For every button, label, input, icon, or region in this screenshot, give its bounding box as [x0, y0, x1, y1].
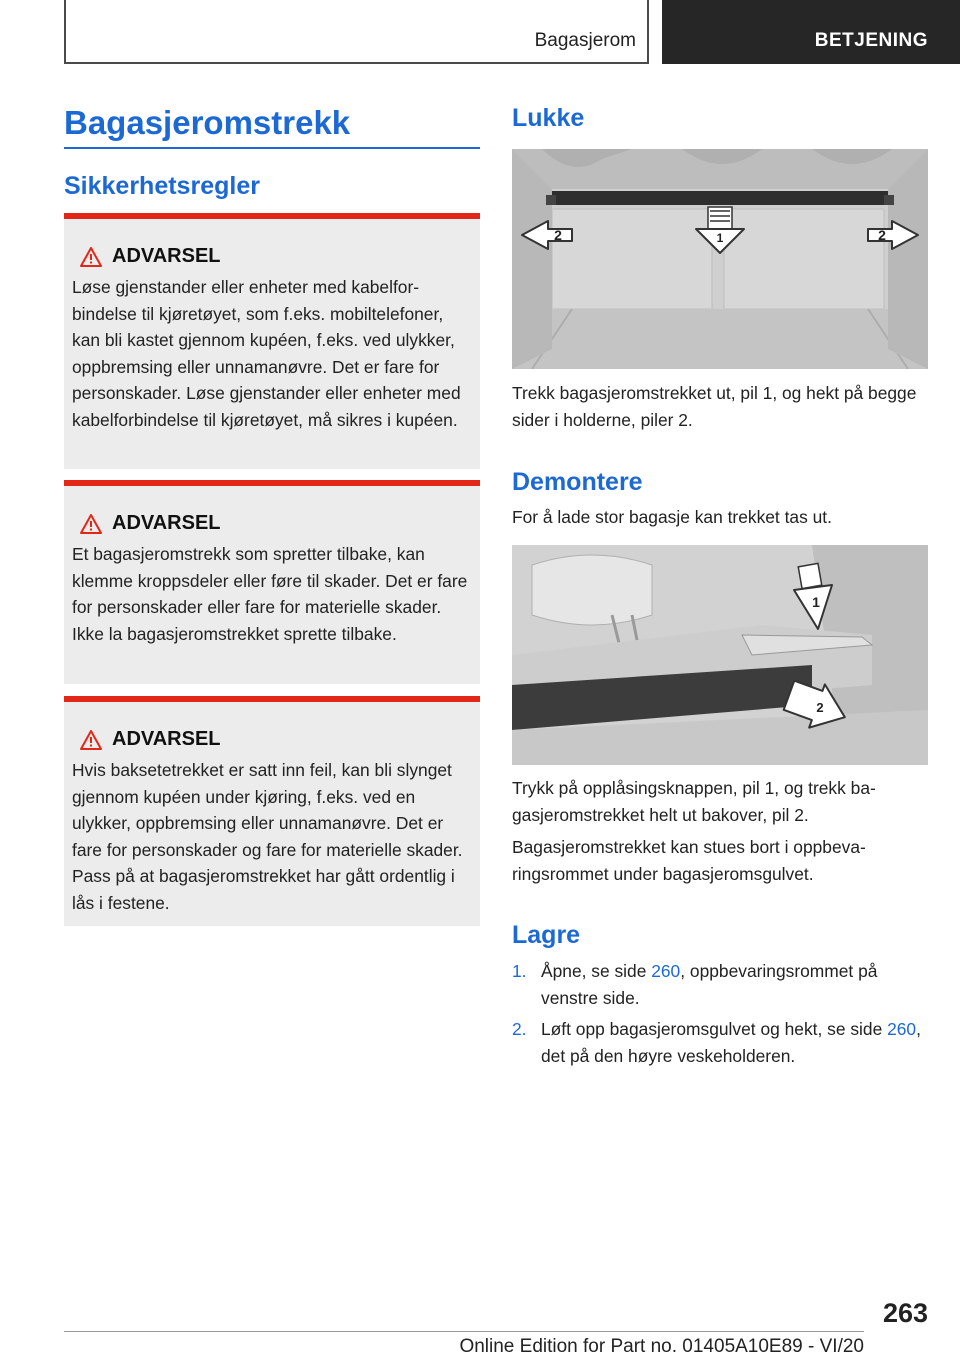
- header-chapter-label: BETJENING: [814, 30, 928, 51]
- title-divider: [64, 147, 480, 149]
- arrow-label-2: 2: [816, 700, 824, 715]
- safety-heading: Sikkerhetsregler: [64, 172, 260, 200]
- remove-heading: Demontere: [512, 468, 643, 496]
- step-text: Åpne, se side: [541, 961, 652, 981]
- arrow-label-2-left: 2: [554, 227, 562, 243]
- warning-label: ADVARSEL: [112, 728, 221, 750]
- close-heading: Lukke: [512, 104, 585, 132]
- step-text: , oppbevaringsrommet på venstre side.: [541, 961, 878, 1008]
- arrow-label-1: 1: [812, 594, 820, 610]
- footer-edition: Online Edition for Part no. 01405A10E89 - VI/20: [459, 1336, 864, 1357]
- close-instructions: Trekk bagasjeromstrekket ut, pil 1, og hekt på begge sider i holderne, piler 2.: [512, 383, 917, 430]
- warning-box-1: [64, 213, 480, 469]
- cargo-cover-remove-illustration: [512, 545, 928, 765]
- remove-intro: For å lade stor bagasje kan trekket tas ut.: [512, 507, 832, 527]
- step-number: 1.: [512, 961, 527, 981]
- list-item: [512, 1016, 928, 1069]
- warning-text: Løse gjenstander eller enheter med kabelforbindelse til kjøretøyet, som f.eks. mobiltelefoner, kan bli kastet gjennom kupéen, f.eks. ved ulykker, oppbremsing eller unnamanøvre. Det er fare for personskader. Løse gjenstander eller enheter med kabelforbindelse til kjøretøyet, må sikres i kupéen.: [72, 277, 461, 430]
- step-text: , det på den høyre veskeholderen.: [541, 1019, 921, 1066]
- remove-instructions: Trykk på opplåsingsknappen, pil 1, og trekk bagasjeromstrekket helt ut bakover, pil 2.: [512, 778, 876, 825]
- page-title: Bagasjeromstrekk: [64, 104, 351, 141]
- step-text: Løft opp bagasjeromsgulvet og hekt, se side: [541, 1019, 888, 1039]
- footer-divider: [64, 1331, 864, 1332]
- page-reference-link[interactable]: 260: [651, 961, 681, 981]
- remove-storage-note: Bagasjeromstrekket kan stues bort i oppbevaringsrommet under bagasjeromsgulvet.: [512, 837, 866, 884]
- header-section-title: Bagasjerom: [534, 30, 636, 51]
- arrow-label-1: 1: [716, 231, 724, 245]
- warning-label: ADVARSEL: [112, 245, 221, 267]
- warning-box-2: [64, 480, 480, 684]
- warning-triangle-icon: [72, 730, 112, 750]
- store-heading: Lagre: [512, 921, 581, 949]
- warning-triangle-icon: [72, 247, 112, 267]
- warning-text: Et bagasjeromstrekk som spretter tilbake, kan klemme kroppsdeler eller føre til skader. Det er fare for personskader eller fare for materielle skader. Ikke la bagasjeromstrekket sprette tilbake.: [72, 544, 468, 644]
- header-chapter-tab: [662, 0, 960, 64]
- page-number: 263: [882, 1298, 928, 1328]
- page-reference-link[interactable]: 260: [887, 1019, 917, 1039]
- warning-box-3: [64, 696, 480, 926]
- warning-triangle-icon: [72, 514, 112, 534]
- step-number: 2.: [512, 1019, 527, 1039]
- list-item: [512, 958, 928, 1011]
- arrow-label-2-right: 2: [878, 227, 886, 243]
- warning-text: Hvis baksetetrekket er satt inn feil, kan bli slynget gjennom kupéen under kjøring, f.eks. ved en ulykker, oppbremsing eller unnamanøvre. Det er fare for personskader og fare for materielle skader. Pass på at bagasjeromstrekket har gått ordentlig i lås i festene.: [72, 760, 463, 913]
- cargo-cover-close-illustration: [512, 149, 928, 369]
- warning-label: ADVARSEL: [112, 512, 221, 534]
